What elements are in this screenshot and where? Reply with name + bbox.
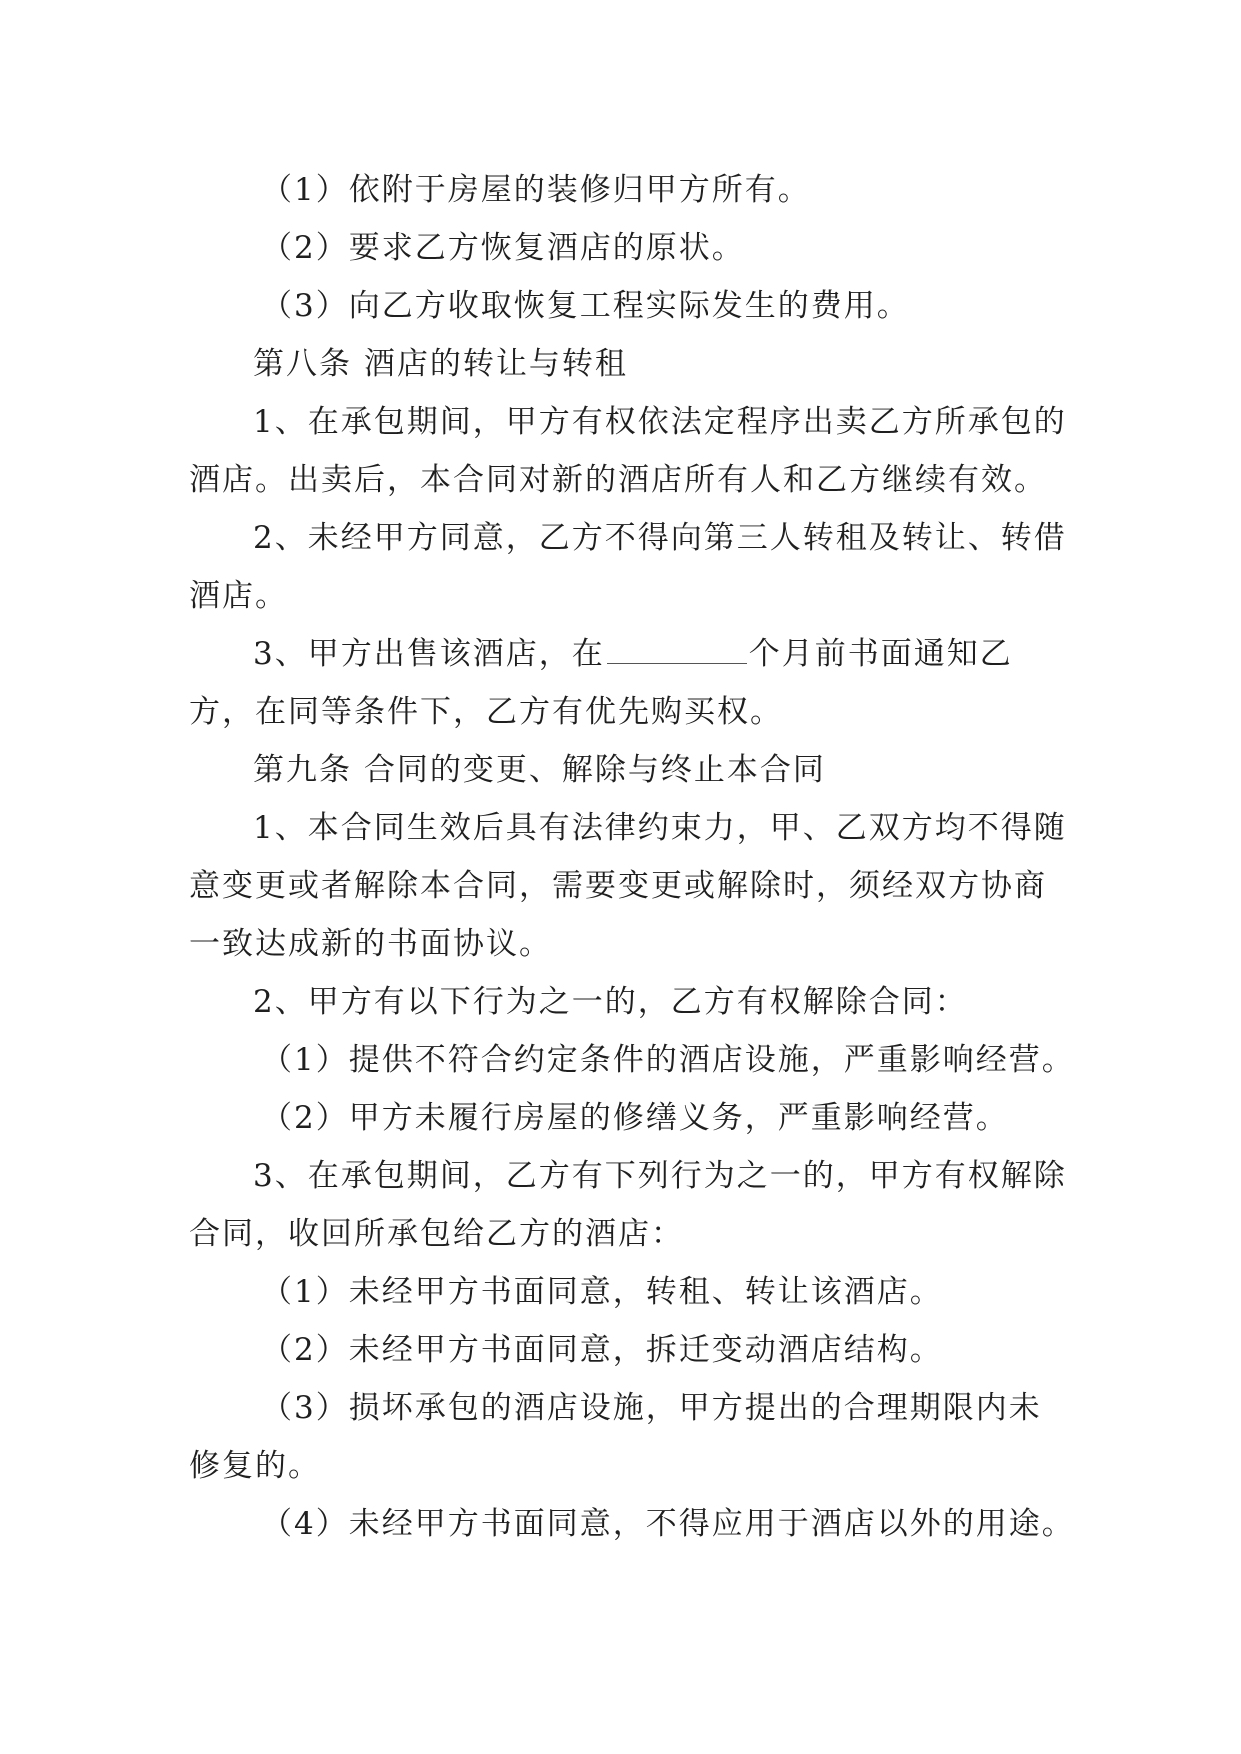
clause-item: （3）损坏承包的酒店设施，甲方提出的合理期限内未修复的。 [189, 1390, 1042, 1484]
clause-text-after-blank: 个月前书面通知乙方，在同等条件下，乙方有优先购买权。 [189, 636, 1013, 730]
article-heading-9: 第九条 合同的变更、解除与终止本合同 [253, 752, 826, 788]
article-heading-8: 第八条 酒店的转让与转租 [253, 346, 628, 382]
clause-paragraph-with-blank [189, 625, 1069, 741]
clause-item: （1）依附于房屋的装修归甲方所有。 [261, 172, 811, 208]
clause-item: （1）提供不符合约定条件的酒店设施，严重影响经营。 [261, 1042, 1075, 1078]
clause-paragraph: 3、在承包期间，乙方有下列行为之一的，甲方有权解除合同，收回所承包给乙方的酒店： [189, 1158, 1067, 1252]
clause-paragraph: 2、甲方有以下行为之一的，乙方有权解除合同： [253, 984, 968, 1020]
clause-item: （1）未经甲方书面同意，转租、转让该酒店。 [261, 1274, 943, 1310]
clause-item: （2）要求乙方恢复酒店的原状。 [261, 230, 745, 266]
clause-paragraph: 1、在承包期间，甲方有权依法定程序出卖乙方所承包的酒店。出卖后，本合同对新的酒店所有人和乙方继续有效。 [189, 404, 1067, 498]
fill-in-blank [607, 633, 747, 664]
clause-item: （3）向乙方收取恢复工程实际发生的费用。 [261, 288, 910, 324]
clause-paragraph: 1、本合同生效后具有法律约束力，甲、乙双方均不得随意变更或者解除本合同，需要变更或解除时，须经双方协商一致达成新的书面协议。 [189, 810, 1067, 962]
clause-item: （2）甲方未履行房屋的修缮义务，严重影响经营。 [261, 1100, 1009, 1136]
clause-item: （4）未经甲方书面同意，不得应用于酒店以外的用途。 [261, 1506, 1075, 1542]
document-body [189, 161, 1075, 1553]
clause-paragraph: 2、未经甲方同意，乙方不得向第三人转租及转让、转借酒店。 [189, 520, 1067, 614]
clause-text-before-blank: 3、甲方出售该酒店，在 [253, 636, 605, 672]
clause-item: （2）未经甲方书面同意，拆迁变动酒店结构。 [261, 1332, 943, 1368]
